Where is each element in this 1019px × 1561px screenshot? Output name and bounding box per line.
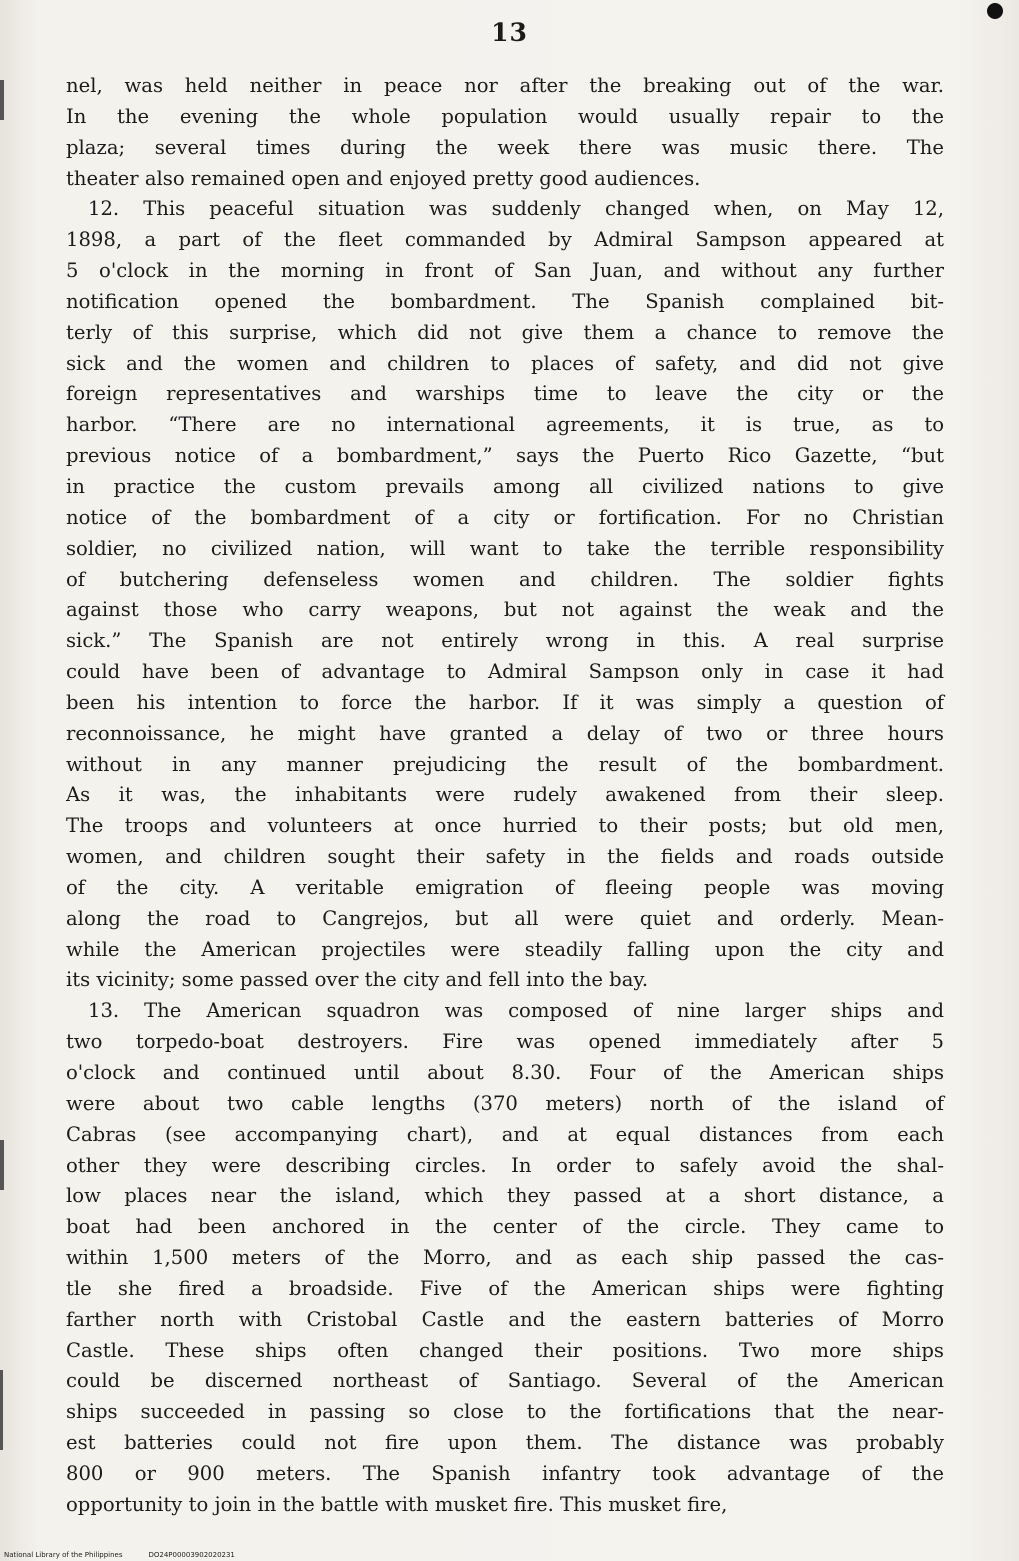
text-line: The troops and volunteers at once hurried to their posts; but old men, — [66, 814, 944, 838]
text-line: other they were describing circles. In order to safely avoid the shal- — [66, 1153, 944, 1177]
text-line: plaza; several times during the week there was music there. The — [66, 135, 944, 159]
text-line: As it was, the inhabitants were rudely awakened from their sleep. — [66, 783, 944, 807]
text-line: could be discerned northeast of Santiago. Several of the American — [66, 1369, 944, 1393]
text-line: sick.” The Spanish are not entirely wrong in this. A real surprise — [66, 629, 944, 653]
text-line: est batteries could not fire upon them. The distance was probably — [66, 1431, 944, 1455]
text-line: within 1,500 meters of the Morro, and as each ship passed the cas- — [66, 1246, 944, 1270]
binding-edge-mark — [0, 80, 4, 120]
text-line: low places near the island, which they passed at a short distance, a — [66, 1184, 944, 1208]
text-line: nel, was held neither in peace nor after the breaking out of the war. — [66, 74, 944, 97]
text-line: could have been of advantage to Admiral Sampson only in case it had — [66, 660, 944, 684]
text-line: Castle. These ships often changed their positions. Two more ships — [66, 1338, 944, 1362]
text-line: 13. The American squadron was composed of nine larger ships and — [88, 999, 944, 1023]
text-line: been his intention to force the harbor. If it was simply a question of — [66, 690, 944, 714]
text-line: 12. This peaceful situation was suddenly changed when, on May 12, — [88, 197, 944, 221]
text-line: its vicinity; some passed over the city and fell into the bay. — [66, 968, 649, 992]
footer-credit — [4, 1551, 235, 1559]
ink-spot — [987, 3, 1003, 19]
paragraph-continued — [66, 71, 944, 194]
text-line: of the city. A veritable emigration of fleeing people was moving — [66, 875, 944, 899]
text-line: against those who carry weapons, but not against the weak and the — [66, 598, 944, 622]
text-line: theater also remained open and enjoyed pretty good audiences. — [66, 166, 701, 190]
text-line: two torpedo-boat destroyers. Fire was opened immediately after 5 — [66, 1030, 944, 1054]
text-line: women, and children sought their safety in the fields and roads outside — [66, 845, 944, 869]
text-line: Cabras (see accompanying chart), and at equal distances from each — [66, 1122, 944, 1146]
text-line: In the evening the whole population would usually repair to the — [66, 104, 944, 128]
text-line: were about two cable lengths (370 meters) north of the island of — [66, 1091, 944, 1115]
text-line: notice of the bombardment of a city or fortification. For no Christian — [66, 505, 944, 529]
text-line: foreign representatives and warships time to leave the city or the — [66, 382, 944, 406]
text-line: boat had been anchored in the center of the circle. They came to — [66, 1215, 944, 1239]
text-line: farther north with Cristobal Castle and the eastern batteries of Morro — [66, 1307, 944, 1331]
page-number: 13 — [491, 18, 528, 47]
text-line: without in any manner prejudicing the result of the bombardment. — [66, 752, 944, 776]
text-line: notification opened the bombardment. The Spanish complained bit- — [66, 289, 944, 313]
text-line: along the road to Cangrejos, but all were quiet and orderly. Mean- — [66, 906, 944, 930]
text-line: while the American projectiles were steadily falling upon the city and — [66, 937, 944, 961]
binding-edge-mark — [0, 1140, 4, 1190]
text-line: of butchering defenseless women and children. The soldier fights — [66, 567, 944, 591]
text-line: 5 o'clock in the morning in front of San Juan, and without any further — [66, 259, 944, 283]
text-line: 1898, a part of the fleet commanded by Admiral Sampson appeared at — [66, 228, 944, 252]
text-line: opportunity to join in the battle with musket fire. This musket fire, — [66, 1492, 728, 1516]
text-line: reconnoissance, he might have granted a delay of two or three hours — [66, 721, 944, 745]
paragraph-13 — [66, 996, 944, 1520]
text-line: terly of this surprise, which did not give them a chance to remove the — [66, 320, 944, 344]
text-line: 800 or 900 meters. The Spanish infantry took advantage of the — [66, 1461, 944, 1485]
text-line: previous notice of a bombardment,” says the Puerto Rico Gazette, “but — [66, 444, 944, 468]
text-line: ships succeeded in passing so close to the fortifications that the near- — [66, 1400, 944, 1424]
binding-edge-mark — [0, 1370, 3, 1450]
text-line: tle she fired a broadside. Five of the American ships were fighting — [66, 1276, 944, 1300]
text-line: sick and the women and children to places of safety, and did not give — [66, 351, 944, 375]
paragraph-12 — [66, 194, 944, 996]
text-line: soldier, no civilized nation, will want to take the terrible responsibility — [66, 536, 944, 560]
body-text — [66, 71, 944, 1521]
footer-code: DO24P00003902020231 — [148, 1551, 235, 1559]
text-line: harbor. “There are no international agreements, it is true, as to — [66, 413, 944, 437]
text-line: in practice the custom prevails among all civilized nations to give — [66, 474, 944, 498]
text-line: o'clock and continued until about 8.30. Four of the American ships — [66, 1061, 944, 1084]
footer-library: National Library of the Philippines — [4, 1551, 123, 1559]
